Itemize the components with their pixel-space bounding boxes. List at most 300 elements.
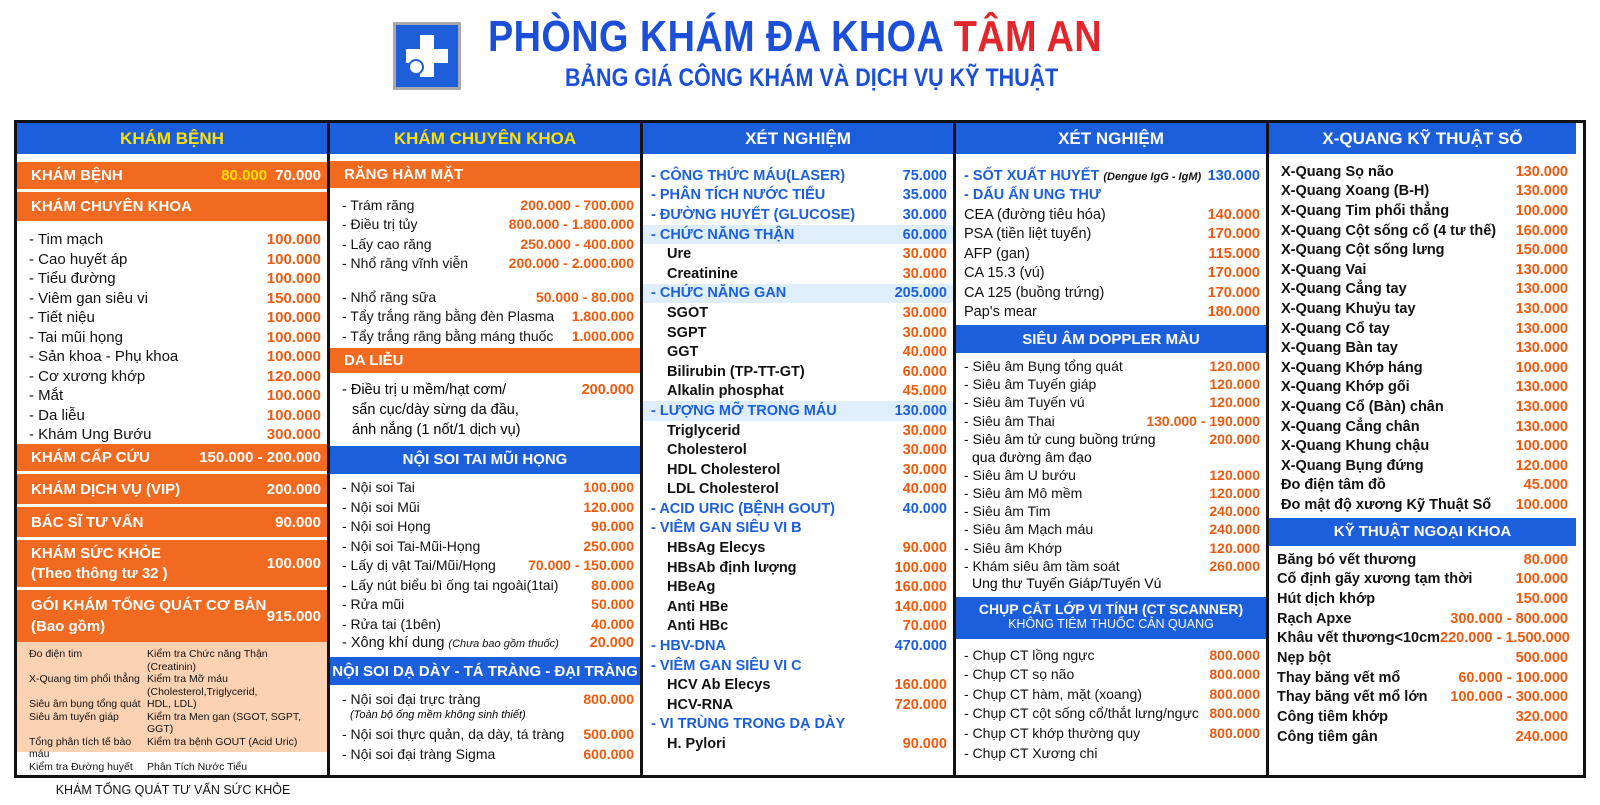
package-footer: KHÁM TỔNG QUÁT TƯ VẤN SỨC KHỎE [55, 783, 291, 797]
item-name: CA 15.3 (vú) [964, 265, 1045, 282]
list-item [342, 595, 634, 615]
item-price: 120.000 [266, 367, 321, 385]
item-price: 800.000 [1209, 685, 1260, 702]
item-price: 130.000 [1515, 163, 1568, 180]
lab-row: Cholesterol 30.000 [667, 442, 947, 459]
item-price: 100.000 [266, 328, 321, 346]
item-name: - Siêu âm Tim [964, 503, 1051, 520]
item-name: X-Quang Khung chậu [1281, 438, 1430, 455]
package-item: Kiểm tra Mỡ máu (Cholesterol,Triglycerid, [147, 673, 258, 698]
list-item [342, 307, 634, 327]
list-item [342, 725, 634, 745]
item-name: - Lấy dị vật Tai/Mũi/Họng [342, 557, 496, 574]
lab-row: - VIÊM GAN SIÊU VI B [651, 520, 802, 537]
column-heading: X-QUANG KỸ THUẬT SỐ [1269, 123, 1576, 156]
item-name: Băng bó vết thương [1277, 551, 1417, 568]
list-item [964, 412, 1260, 430]
item-name: - Rửa tai (1bên) [342, 615, 441, 632]
item-price: 120.000 [1209, 394, 1260, 411]
item-name: - Chụp CT sọ não [964, 666, 1075, 683]
item-price: 1.800.000 [571, 308, 634, 325]
section-rang-ham-mat: RĂNG HÀM MẶT [330, 161, 640, 191]
list-item [1281, 338, 1568, 358]
item-price: 100.000 [266, 231, 321, 249]
item-name: - Nội soi Họng [342, 518, 431, 535]
item-price: 120.000 [583, 498, 634, 515]
item-name: - Lấy cao răng [342, 235, 432, 252]
section-bac-si: BÁC SĨ TƯ VẤN 90.000 [17, 507, 327, 540]
list-item [1281, 201, 1568, 221]
item-price: 100.000 [266, 406, 321, 424]
ultrasound-list [964, 357, 1260, 430]
list-item [1281, 417, 1568, 437]
item-name: - Chụp CT lồng ngực [964, 646, 1095, 663]
item-price: 800.000 [1209, 725, 1260, 742]
list-item [29, 230, 321, 250]
item-price: 130.000 - 190.000 [1146, 412, 1260, 429]
list-item [1281, 299, 1568, 319]
item-name: - Siêu âm Bụng tổng quát [964, 358, 1123, 375]
list-item [964, 645, 1260, 665]
item-name: - Nội soi đại tràng Sigma [342, 745, 496, 762]
list-item [964, 539, 1260, 557]
item-price: 200.000 - 700.000 [520, 196, 634, 213]
item-price: 240.000 [1209, 521, 1260, 538]
list-item [1281, 495, 1568, 515]
item-price: 250.000 - 400.000 [520, 235, 634, 252]
item-price: 800.000 [1209, 666, 1260, 683]
item-price: 600.000 [583, 745, 634, 762]
list-item [1281, 358, 1568, 378]
list-item [342, 478, 634, 498]
list-item [964, 664, 1260, 684]
item-note: (Toàn bộ ống mềm không sinh thiết) [350, 708, 526, 721]
item-price: 180.000 [1207, 304, 1260, 321]
item-price: 100.000 [583, 479, 634, 496]
xray-list [1269, 156, 1576, 515]
item-name: X-Quang Cột sống lưng [1281, 242, 1445, 259]
item-price: 120.000 [1209, 376, 1260, 393]
item-price: 250.000 [583, 537, 634, 554]
item-name: - Rửa mũi [342, 596, 405, 613]
item-name: X-Quang Bụng đứng [1281, 457, 1424, 474]
lab-row: - VIÊM GAN SIÊU VI C [651, 657, 802, 674]
lab-row: GGT 40.000 [667, 344, 947, 361]
section-kham-benh: KHÁM BỆNH 80.000 70.000 [17, 162, 327, 192]
column-kham-benh [17, 123, 330, 797]
package-item: Đo điện tim [29, 648, 83, 660]
lab-list [643, 156, 953, 754]
sa-last: Ung thư Tuyến Giáp/Tuyến Vú [972, 574, 1162, 591]
list-item [964, 393, 1260, 411]
item-price: 300.000 [266, 426, 321, 444]
list-item [1281, 436, 1568, 456]
item-name: - Siêu âm Tuyến vú [964, 394, 1085, 411]
list-item [29, 328, 321, 348]
item-name: Cố định gãy xương tạm thời [1277, 571, 1473, 588]
lab-row: Creatinine 30.000 [667, 265, 947, 282]
list-item [342, 614, 634, 634]
surgery-list [1269, 546, 1576, 747]
item-name: - Mắt [29, 387, 64, 405]
item-name: - Chụp CT Xương chi [964, 744, 1098, 761]
list-item [342, 536, 634, 556]
list-item [1281, 397, 1568, 417]
package-item: Phân Tích Nước Tiểu [147, 760, 248, 773]
list-item [964, 205, 1260, 225]
section-sieu-am: SIÊU ÂM DOPPLER MÀU [956, 325, 1266, 353]
item-price: 150.000 [1515, 590, 1568, 607]
item-name: X-Quang Khớp gối [1281, 379, 1410, 396]
list-item [964, 225, 1260, 245]
section-da-lieu: DA LIỄU [330, 348, 640, 376]
item-price: 1.000.000 [571, 327, 634, 344]
package-details [17, 642, 327, 797]
price-board [14, 120, 1586, 797]
list-item [964, 484, 1260, 502]
item-price: 500.000 [583, 726, 634, 743]
list-item [1277, 707, 1568, 727]
item-price: 130.000 [1515, 261, 1568, 278]
list-item [1281, 240, 1568, 260]
list-item [342, 254, 634, 274]
item-price: 120.000 [1209, 466, 1260, 483]
lab-row: HCV Ab Elecys 160.000 [667, 677, 947, 694]
item-name: - Da liễu [29, 406, 85, 424]
list-item [964, 723, 1260, 743]
item-name: - Nội soi Tai-Mũi-Họng [342, 537, 481, 554]
item-name: Thay băng vết mổ lớn [1277, 689, 1428, 706]
item-price: 120.000 [1209, 358, 1260, 375]
item-name: X-Quang Khớp háng [1281, 359, 1423, 376]
item-price: 150.000 [266, 289, 321, 307]
item-name: - Chụp CT hàm, mặt (xoang) [964, 685, 1142, 702]
item-name: - Viêm gan siêu vi [29, 289, 148, 307]
item-price: 140.000 [1207, 206, 1260, 223]
item-name: - Lấy nút biểu bì ống tai ngoài(1tai) [342, 576, 559, 593]
package-item: Kiểm tra Men gan (SGOT, SGPT, GGT) [147, 710, 302, 735]
item-name: X-Quang Khuỷu tay [1281, 300, 1416, 317]
list-item [342, 326, 634, 346]
item-name: - Tim mạch [29, 231, 104, 249]
list-item [1281, 162, 1568, 182]
medical-cross-icon [404, 33, 450, 79]
item-price: 40.000 [591, 615, 634, 632]
list-item [964, 283, 1260, 303]
item-name: Rạch Apxe [1277, 610, 1352, 627]
item-name: - Cơ xương khớp [29, 367, 146, 385]
item-name: CA 125 (buồng trứng) [964, 284, 1105, 301]
lab-row: - HBV-DNA 470.000 [651, 638, 947, 655]
lab-row: - ĐƯỜNG HUYẾT (GLUCOSE) 30.000 [651, 206, 947, 223]
item-price: 150.000 [1515, 242, 1568, 259]
lab-row: Ure 30.000 [667, 246, 947, 263]
lab-row: HBsAg Elecys 90.000 [667, 540, 947, 557]
item-name: PSA (tiền liệt tuyến) [964, 226, 1092, 243]
item-name: - Nhổ răng vĩnh viễn [342, 255, 469, 272]
item-price: 45.000 [1523, 477, 1568, 494]
item-price: 800.000 [583, 690, 634, 707]
list-item [1277, 609, 1568, 629]
item-price: 100.000 [266, 250, 321, 268]
item-price: 300.000 - 800.000 [1450, 610, 1568, 627]
item-price: 100.000 [1515, 571, 1568, 588]
item-price: 130.000 [1515, 300, 1568, 317]
section-suc-khoe: KHÁM SỨC KHỎE (Theo thông tư 32 ) 100.000 [17, 540, 327, 590]
item-price: 130.000 [1515, 340, 1568, 357]
list-item [1281, 456, 1568, 476]
list-item [1277, 589, 1568, 609]
item-name: - Siêu âm Tuyến giáp [964, 376, 1097, 393]
page-title [488, 12, 1102, 62]
list-item [1281, 319, 1568, 339]
lab-row: - CÔNG THỨC MÁU(LASER) 75.000 [651, 167, 947, 184]
item-price: 130.000 [1515, 281, 1568, 298]
xong-khi-row: - Xông khí dung (Chưa bao gồm thuốc) 20.000 [342, 635, 634, 652]
item-name: X-Quang Vai [1281, 261, 1367, 278]
section-ngoai-khoa: KỸ THUẬT NGOẠI KHOA [1269, 518, 1576, 546]
item-price: 320.000 [1515, 709, 1568, 726]
lab-row: HBeAg 160.000 [667, 579, 947, 596]
item-price: 130.000 [1515, 398, 1568, 415]
item-price: 100.000 [266, 309, 321, 327]
column-xet-nghiem-1 [643, 123, 956, 775]
list-item [1277, 569, 1568, 589]
dau-an-row: - DẤU ẤN UNG THƯ [964, 187, 1101, 204]
item-name: - Tẩy trắng răng bằng đèn Plasma [342, 308, 555, 325]
list-item [29, 250, 321, 270]
dental-list [330, 191, 640, 273]
list-item [964, 520, 1260, 538]
item-price: 800.000 [1209, 646, 1260, 663]
item-name: - Nhổ răng sữa [342, 288, 437, 305]
list-item [29, 308, 321, 328]
column-heading: XÉT NGHIỆM [956, 123, 1266, 156]
column-kham-chuyen-khoa [330, 123, 643, 775]
section-goi-kham: GÓI KHÁM TỔNG QUÁT CƠ BẢN (Bao gồm) 915.000 [17, 590, 327, 642]
lab-row: H. Pylori 90.000 [667, 736, 947, 753]
item-name: - Nội soi Mũi [342, 498, 420, 515]
list-item [342, 497, 634, 517]
item-price: 100.000 [1515, 496, 1568, 513]
list-item [342, 517, 634, 537]
lab-row: Triglycerid 30.000 [667, 422, 947, 439]
list-item [29, 269, 321, 289]
item-price: 80.000 [1523, 551, 1568, 568]
item-name: - Nội soi Tai [342, 479, 415, 496]
item-name: Nẹp bột [1277, 649, 1331, 666]
list-item [1281, 280, 1568, 300]
list-item [964, 502, 1260, 520]
list-item [964, 704, 1260, 724]
lab-row: - VI TRÙNG TRONG DẠ DÀY [651, 716, 846, 733]
tumor-marker-list [964, 205, 1260, 322]
list-item [342, 689, 634, 709]
title-main: PHÒNG KHÁM ĐA KHOA [488, 12, 943, 61]
column-xet-nghiem-2 [956, 123, 1269, 775]
item-price: 130.000 [1515, 320, 1568, 337]
package-item: Kiểm tra bệnh GOUT (Acid Uric) [147, 735, 298, 748]
item-name: - Siêu âm U bướu [964, 466, 1076, 483]
list-item [29, 289, 321, 309]
list-item [1277, 648, 1568, 668]
item-price: 120.000 [1209, 539, 1260, 556]
list-item [342, 575, 634, 595]
item-price: 120.000 [1515, 457, 1568, 474]
item-name: - Siêu âm Khớp [964, 539, 1062, 556]
list-item [1281, 260, 1568, 280]
package-item: X-Quang tim phổi thẳng [29, 673, 140, 685]
item-price: 260.000 [1209, 557, 1260, 574]
lab-row: HBsAb định lượng 100.000 [667, 559, 947, 576]
sa-tu-cung-row: - Siêu âm tử cung buồng trứng qua đường âm đạo 200.000 [964, 430, 1260, 465]
lab-row: Anti HBc 70.000 [667, 618, 947, 635]
item-price: 170.000 [1207, 284, 1260, 301]
section-kham-chuyen-khoa: KHÁM CHUYÊN KHOA [17, 192, 327, 224]
item-price: 200.000 - 2.000.000 [508, 255, 634, 272]
lab-row: SGOT 30.000 [667, 304, 947, 321]
specialty-list [17, 224, 327, 444]
item-price: 100.000 [266, 387, 321, 405]
item-price: 500.000 [1515, 649, 1568, 666]
item-price: 50.000 [591, 596, 634, 613]
lab-row: Anti HBe 140.000 [667, 598, 947, 615]
section-ct: CHỤP CẮT LỚP VI TÍNH (CT SCANNER) KHÔNG TIÊM THUỐC CẢN QUANG [956, 597, 1266, 639]
list-item [29, 406, 321, 426]
item-price: 240.000 [1209, 503, 1260, 520]
list-item [964, 357, 1260, 375]
item-name: - Tiểu đường [29, 270, 116, 288]
section-noi-soi-tmh: NỘI SOI TAI MŨI HỌNG [330, 446, 640, 474]
item-name: X-Quang Bàn tay [1281, 340, 1398, 357]
item-price: 115.000 [1208, 245, 1260, 262]
list-item [1281, 221, 1568, 241]
item-name: - Siêu âm Mô mềm [964, 485, 1083, 502]
lab-row: Bilirubin (TP-TT-GT) 60.000 [667, 363, 947, 380]
item-price: 220.000 - 1.500.000 [1440, 630, 1570, 647]
old-price: 80.000 [221, 167, 268, 184]
list-item [342, 287, 634, 307]
list-item [964, 244, 1260, 264]
lab-row: - CHỨC NĂNG THẬN 60.000 [643, 225, 953, 245]
list-item [29, 347, 321, 367]
package-item: Kiểm tra Chức năng Thận (Creatinin) [147, 648, 268, 673]
item-name: Công tiêm gân [1277, 728, 1378, 745]
list-item [29, 386, 321, 406]
lab-row: - LƯỢNG MỠ TRONG MÁU 130.000 [643, 401, 953, 421]
list-item [964, 743, 1260, 763]
package-item: Tổng phân tích tế bào máu [29, 735, 132, 760]
item-name: X-Quang Cổ tay [1281, 320, 1390, 337]
item-name: Đo điện tâm đồ [1281, 477, 1386, 494]
item-name: Hút dịch khớp [1277, 590, 1376, 607]
item-name: CEA (đường tiêu hóa) [964, 206, 1106, 223]
list-item [342, 556, 634, 576]
item-name: - Điều trị tủy [342, 216, 418, 233]
item-name: - Nội soi thực quản, dạ dày, tá tràng [342, 726, 565, 743]
title-brand: TÂM AN [953, 12, 1103, 61]
item-price: 120.000 [1209, 485, 1260, 502]
column-heading: KHÁM CHUYÊN KHOA [330, 123, 640, 156]
item-name: - Sản khoa - Phụ khoa [29, 348, 179, 366]
item-name: - Khám Ung Bướu [29, 426, 152, 444]
item-price: 100.000 - 300.000 [1450, 689, 1568, 706]
item-name: X-Quang Cột sống cổ (4 tư thế) [1281, 222, 1497, 239]
item-name: - Chụp CT cột sống cổ/thắt lưng/ngực [964, 705, 1199, 722]
lab-row: - PHÂN TÍCH NƯỚC TIỂU 35.000 [651, 187, 947, 204]
lab-row: SGPT 30.000 [667, 324, 947, 341]
list-item [964, 466, 1260, 484]
package-item: Siêu âm tuyến giáp [29, 710, 119, 723]
section-dich-vu: KHÁM DỊCH VỤ (VIP) 200.000 [17, 474, 327, 507]
item-price: 800.000 [1209, 705, 1260, 722]
list-item [1281, 378, 1568, 398]
item-price: 100.000 [1515, 359, 1568, 376]
item-name: X-Quang Cổ (Bàn) chân [1281, 398, 1444, 415]
list-item [29, 425, 321, 445]
item-price: 100.000 [1515, 438, 1568, 455]
item-price: 130.000 [1515, 379, 1568, 396]
list-item [964, 684, 1260, 704]
item-name: - Tẩy trắng răng bằng máng thuốc [342, 327, 554, 344]
list-item [29, 367, 321, 387]
item-price: 100.000 [266, 348, 321, 366]
clinic-logo [393, 22, 461, 90]
ent-list [330, 474, 640, 634]
dental-list-2 [330, 287, 640, 346]
dermatology-item: - Điều trị u mềm/hạt cơm/ sẩn cục/dày sừng da đầu, ánh nắng (1 nốt/1 dịch vụ) 200.000 [342, 381, 634, 438]
package-item: Kiểm tra Đường huyết [29, 760, 133, 773]
item-price: 100.000 [266, 270, 321, 288]
list-item [964, 375, 1260, 393]
column-heading: KHÁM BỆNH [17, 123, 327, 156]
item-name: - Siêu âm Mạch máu [964, 521, 1094, 538]
item-name: Khâu vết thương<10cm [1277, 630, 1441, 647]
list-item [1277, 727, 1568, 747]
item-price: 170.000 [1207, 226, 1260, 243]
item-price: 90.000 [591, 518, 634, 535]
ultrasound-list-2 [964, 466, 1260, 575]
column-x-quang [1269, 123, 1576, 775]
item-price: 50.000 - 80.000 [535, 288, 634, 305]
lab-row: - CHỨC NĂNG GAN 205.000 [643, 284, 953, 304]
list-item [342, 744, 634, 764]
list-item [1277, 550, 1568, 570]
item-name: X-Quang Xoang (B-H) [1281, 183, 1430, 200]
item-price: 130.000 [1515, 418, 1568, 435]
item-name: X-Quang Sọ não [1281, 163, 1394, 180]
item-price: 60.000 - 100.000 [1458, 669, 1568, 686]
list-item [964, 264, 1260, 284]
item-price: 170.000 [1207, 265, 1260, 282]
item-price: 240.000 [1515, 728, 1568, 745]
list-item [1277, 668, 1568, 688]
ct-list [956, 639, 1266, 763]
list-item [342, 234, 634, 254]
list-item [964, 303, 1260, 323]
list-item [342, 195, 634, 215]
item-name: - Tai mũi họng [29, 328, 123, 346]
page-subtitle: BẢNG GIÁ CÔNG KHÁM VÀ DỊCH VỤ KỸ THUẬT [565, 64, 1059, 92]
item-price: 160.000 [1515, 222, 1568, 239]
item-price: 70.000 - 150.000 [528, 557, 634, 574]
header [0, 0, 1600, 118]
endoscopy-list [330, 685, 640, 764]
list-item [964, 557, 1260, 575]
section-cap-cuu: KHÁM CẤP CỨU 150.000 - 200.000 [17, 444, 327, 474]
item-name: Thay băng vết mổ [1277, 669, 1401, 686]
item-price: 800.000 - 1.800.000 [508, 216, 634, 233]
